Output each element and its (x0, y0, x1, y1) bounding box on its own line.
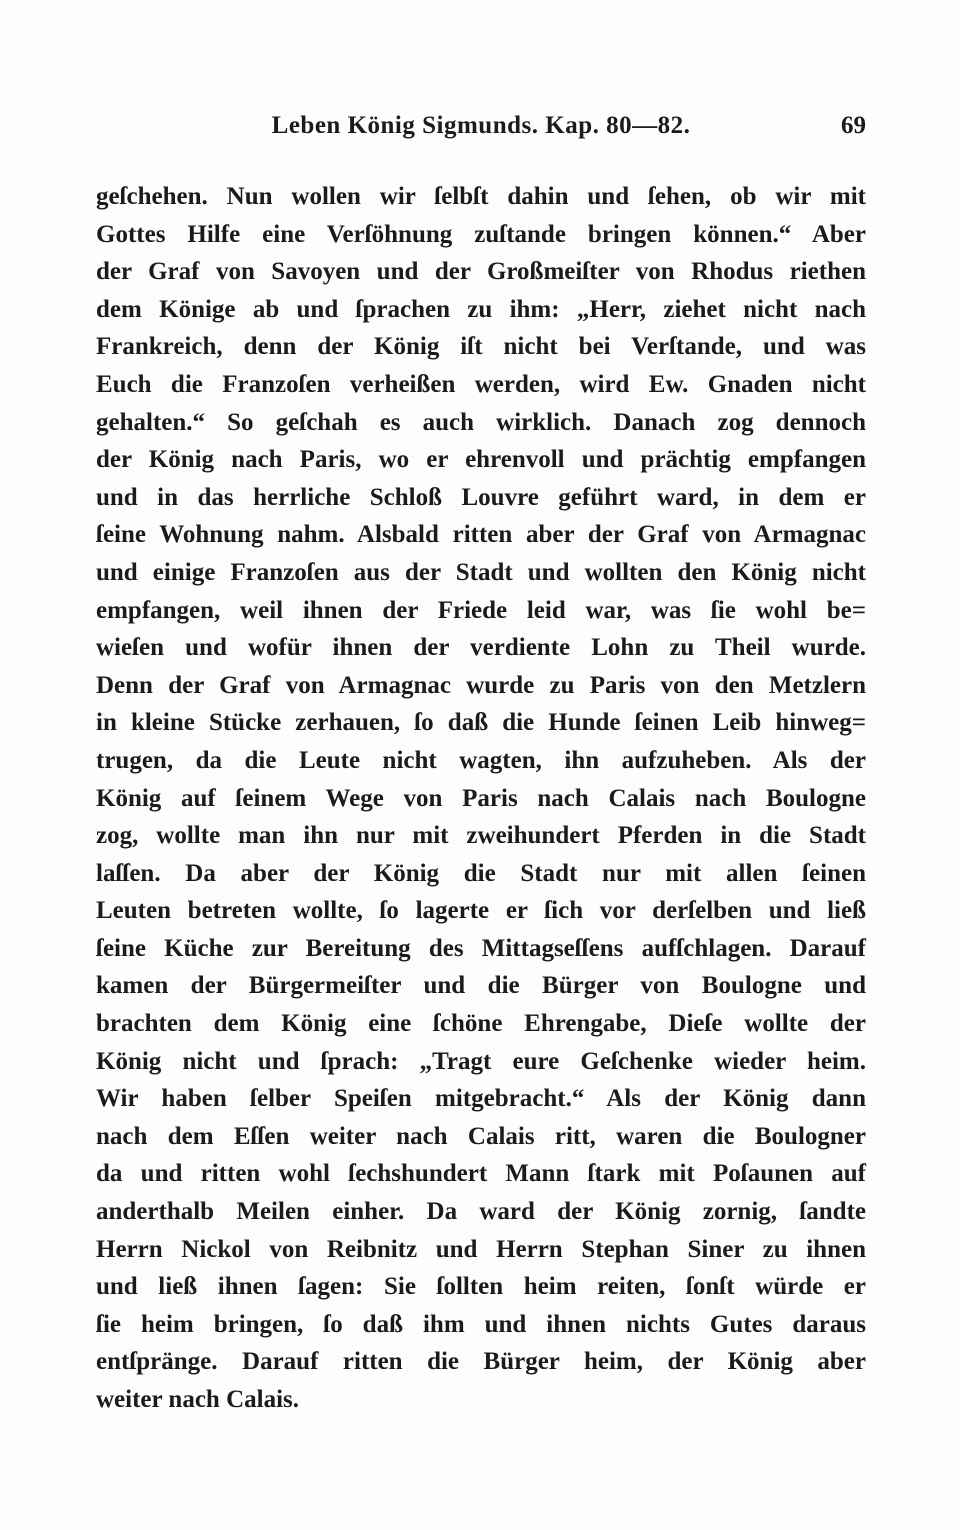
text-line: der Graf von Savoyen und der Großmeiſter von Rhodus riethen (96, 258, 866, 286)
text-line: Herrn Nickol von Reibnitz und Herrn Stephan Siner zu ihnen (96, 1235, 866, 1263)
text-line: Gottes Hilfe eine Verſöhnung zuſtande bringen können.“ Aber (96, 220, 866, 248)
text-line: Euch die Franzoſen verheißen werden, wird Ew. Gnaden nicht (96, 370, 866, 398)
text-line: kamen der Bürgermeiſter und die Bürger von Boulogne und (96, 972, 866, 1000)
text-line: weiter nach Calais. (96, 1386, 299, 1413)
text-line: geſchehen. Nun wollen wir ſelbſt dahin und ſehen, ob wir mit (96, 183, 866, 210)
text-line: Leuten betreten wollte, ſo lagerte er ſich vor derſelben und ließ (96, 897, 866, 925)
text-line: und in das herrliche Schloß Louvre geführt ward, in dem er (96, 483, 866, 511)
page-number: 69 (841, 112, 866, 139)
text-line: der König nach Paris, wo er ehrenvoll und prächtig empfangen (96, 446, 866, 474)
text-line: und ließ ihnen ſagen: Sie ſollten heim reiten, ſonſt würde er (96, 1273, 866, 1301)
text-line: nach dem Eſſen weiter nach Calais ritt, waren die Boulogner (96, 1122, 866, 1150)
text-line: gehalten.“ So geſchah es auch wirklich. Danach zog dennoch (96, 408, 866, 436)
text-line: dem Könige ab und ſprachen zu ihm: „Herr, ziehet nicht nach (96, 295, 866, 323)
text-line: brachten dem König eine ſchöne Ehrengabe, Dieſe wollte der (96, 1010, 866, 1038)
text-line: ſie heim bringen, ſo daß ihm und ihnen nichts Gutes daraus (96, 1310, 866, 1338)
text-line: ſeine Wohnung nahm. Alsbald ritten aber der Graf von Armagnac (96, 521, 866, 549)
page-header (96, 112, 866, 148)
text-line: wieſen und wofür ihnen der verdiente Lohn zu Theil wurde. (96, 634, 866, 662)
text-line: zog, wollte man ihn nur mit zweihundert Pferden in die Stadt (96, 822, 866, 850)
text-line: anderthalb Meilen einher. Da ward der König zornig, ſandte (96, 1198, 866, 1226)
running-title: Leben König Sigmunds. Kap. 80—82. (271, 112, 691, 139)
text-line: da und ritten wohl ſechshundert Mann ſtark mit Poſaunen auf (96, 1160, 866, 1188)
text-line: König auf ſeinem Wege von Paris nach Calais nach Boulogne (96, 784, 866, 812)
text-line: und einige Franzoſen aus der Stadt und wollten den König nicht (96, 558, 866, 586)
text-line: König nicht und ſprach: „Tragt eure Geſchenke wieder heim. (96, 1047, 866, 1075)
text-line: Denn der Graf von Armagnac wurde zu Paris von den Metzlern (96, 671, 866, 699)
text-line: ſeine Küche zur Bereitung des Mittagseſſens aufſchlagen. Darauf (96, 934, 866, 962)
text-line: entſpränge. Darauf ritten die Bürger heim, der König aber (96, 1348, 866, 1376)
text-line: in kleine Stücke zerhauen, ſo daß die Hunde ſeinen Leib hinweg= (96, 709, 866, 737)
text-line: Wir haben ſelber Speiſen mitgebracht.“ Als der König dann (96, 1085, 866, 1113)
text-line: empfangen, weil ihnen der Friede leid war, was ſie wohl be= (96, 596, 866, 624)
text-line: Frankreich, denn der König iſt nicht bei Verſtande, und was (96, 333, 866, 361)
body-text (96, 178, 866, 1419)
text-line: laſſen. Da aber der König die Stadt nur mit allen ſeinen (96, 859, 866, 887)
text-line: trugen, da die Leute nicht wagten, ihn aufzuheben. Als der (96, 746, 866, 774)
